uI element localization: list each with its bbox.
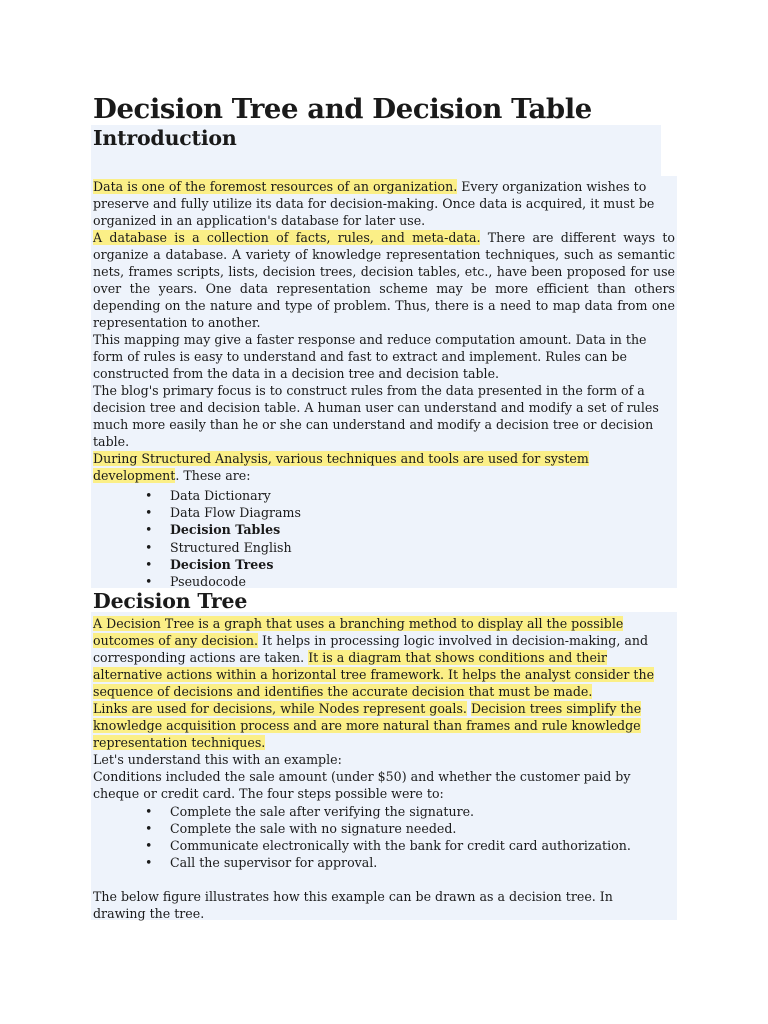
highlighted-text: knowledge acquisition process and are more natural than frames and rule knowledge xyxy=(93,718,641,733)
highlighted-text: development xyxy=(93,468,176,483)
list-item-text: Complete the sale with no signature needed. xyxy=(170,821,457,836)
list-item-text: Structured English xyxy=(170,539,292,555)
list-item-text: Complete the sale after verifying the signature. xyxy=(170,804,475,819)
decision-tree-line xyxy=(93,615,675,632)
bullet-icon: • xyxy=(145,488,153,503)
list-item-text: Call the supervisor for approval. xyxy=(170,855,378,870)
intro-line xyxy=(93,331,675,348)
list-item xyxy=(145,487,665,504)
intro-line xyxy=(93,229,675,246)
highlighted-text: sequence of decisions and identifies the accurate decision that must be made. xyxy=(93,684,593,699)
intro-line xyxy=(93,382,675,399)
list-item-text: Data Dictionary xyxy=(170,488,271,503)
document-title: Decision Tree and Decision Table xyxy=(93,93,592,125)
closing-line xyxy=(93,905,675,922)
highlighted-text: Links are used for decisions, while Nodes represent goals. xyxy=(93,701,467,716)
line-text: depending on the nature and type of problem. Thus, there is a need to map data from one xyxy=(93,298,675,313)
line-text: Every organization wishes to xyxy=(457,179,647,194)
bullet-icon: • xyxy=(145,505,153,521)
highlighted-text: Decision trees simplify the xyxy=(470,701,642,716)
decision-tree-line xyxy=(93,683,675,700)
list-item xyxy=(145,504,665,521)
decision-tree-line xyxy=(93,632,675,649)
bullet-icon: • xyxy=(145,556,153,572)
line-text: It helps in processing logic involved in decision-making, and xyxy=(258,633,649,648)
decision-tree-line xyxy=(93,785,675,802)
bullet-icon: • xyxy=(145,855,153,870)
intro-line xyxy=(93,450,675,467)
decision-tree-line xyxy=(93,666,675,683)
decision-tree-line xyxy=(93,768,675,785)
bullet-icon: • xyxy=(145,804,153,819)
list-item-text: Decision Tables xyxy=(170,522,281,538)
intro-line xyxy=(93,178,675,195)
decision-tree-line xyxy=(93,700,675,717)
intro-line xyxy=(93,212,675,229)
line-text: nets, frames scripts, lists, decision trees, decision tables, etc., have been proposed for use xyxy=(93,264,675,279)
line-text: cheque or credit card. The four steps possible were to: xyxy=(93,786,444,801)
bullet-icon: • xyxy=(145,574,153,589)
list-item xyxy=(145,556,665,573)
highlighted-text: outcomes of any decision. xyxy=(93,633,259,648)
decision-tree-line xyxy=(93,649,675,666)
bullet-icon: • xyxy=(145,539,153,555)
intro-line xyxy=(93,297,675,314)
list-item xyxy=(145,539,665,556)
line-text: organized in an application's database for later use. xyxy=(93,213,426,228)
intro-line xyxy=(93,365,675,382)
line-text: drawing the tree. xyxy=(93,906,205,921)
list-item xyxy=(145,820,665,837)
bullet-icon: • xyxy=(145,821,153,836)
line-text: table. xyxy=(93,434,130,449)
decision-tree-line xyxy=(93,734,675,751)
line-text: decision tree and decision table. A human user can understand and modify a set of rules xyxy=(93,400,659,415)
line-text: The below figure illustrates how this example can be drawn as a decision tree. In xyxy=(93,889,613,904)
intro-line xyxy=(93,416,675,433)
section-heading-decision-tree: Decision Tree xyxy=(93,589,248,613)
decision-tree-line xyxy=(93,717,675,734)
intro-line xyxy=(93,195,675,212)
highlighted-text: alternative actions within a horizontal tree framework. It helps the analyst consider the xyxy=(93,667,655,682)
highlighted-text: It is a diagram that shows conditions and their xyxy=(308,650,607,665)
highlighted-text: During Structured Analysis, various techniques and tools are used for system xyxy=(93,451,589,466)
list-item xyxy=(145,803,665,820)
highlighted-text: representation techniques. xyxy=(93,735,266,750)
line-text: constructed from the data in a decision tree and decision table. xyxy=(93,366,500,381)
bullet-icon: • xyxy=(145,522,153,538)
highlighted-text: A database is a collection of facts, rules, and meta-data. xyxy=(93,230,481,245)
line-text: The blog's primary focus is to construct rules from the data presented in the form of a xyxy=(93,383,645,398)
line-text: organize a database. A variety of knowledge representation techniques, such as semantic xyxy=(93,247,675,262)
line-text: corresponding actions are taken. xyxy=(93,650,309,665)
line-text: There are different ways to xyxy=(480,230,676,245)
intro-line xyxy=(93,399,675,416)
intro-line xyxy=(93,314,675,331)
list-item xyxy=(145,854,665,871)
list-item xyxy=(145,521,665,538)
closing-line xyxy=(93,888,675,905)
intro-line xyxy=(93,433,675,450)
line-text: form of rules is easy to understand and fast to extract and implement. Rules can be xyxy=(93,349,627,364)
intro-line xyxy=(93,467,675,484)
line-text: much more easily than he or she can understand and modify a decision tree or decision xyxy=(93,417,654,432)
line-text: . These are: xyxy=(175,468,251,483)
intro-line xyxy=(93,263,675,280)
intro-line xyxy=(93,348,675,365)
line-text: representation to another. xyxy=(93,315,261,330)
intro-line xyxy=(93,246,675,263)
line-text: preserve and fully utilize its data for decision-making. Once data is acquired, it must be xyxy=(93,196,655,211)
line-text: over the years. One data representation scheme may be more efficient than others xyxy=(93,281,675,296)
section-heading-introduction: Introduction xyxy=(93,126,237,150)
list-item-text: Decision Trees xyxy=(170,556,274,572)
list-item-text: Data Flow Diagrams xyxy=(170,505,301,521)
list-item xyxy=(145,837,665,854)
line-text: Let's understand this with an example: xyxy=(93,752,342,767)
decision-tree-line xyxy=(93,751,675,768)
highlighted-text: Data is one of the foremost resources of an organization. xyxy=(93,179,458,194)
line-text: Conditions included the sale amount (under $50) and whether the customer paid by xyxy=(93,769,631,784)
intro-line xyxy=(93,280,675,297)
list-item-text: Pseudocode xyxy=(170,574,246,589)
list-item-text: Communicate electronically with the bank for credit card authorization. xyxy=(170,838,631,853)
line-text: This mapping may give a faster response and reduce computation amount. Data in the xyxy=(93,332,647,347)
highlighted-text: A Decision Tree is a graph that uses a branching method to display all the possible xyxy=(93,616,624,631)
bullet-icon: • xyxy=(145,838,153,853)
